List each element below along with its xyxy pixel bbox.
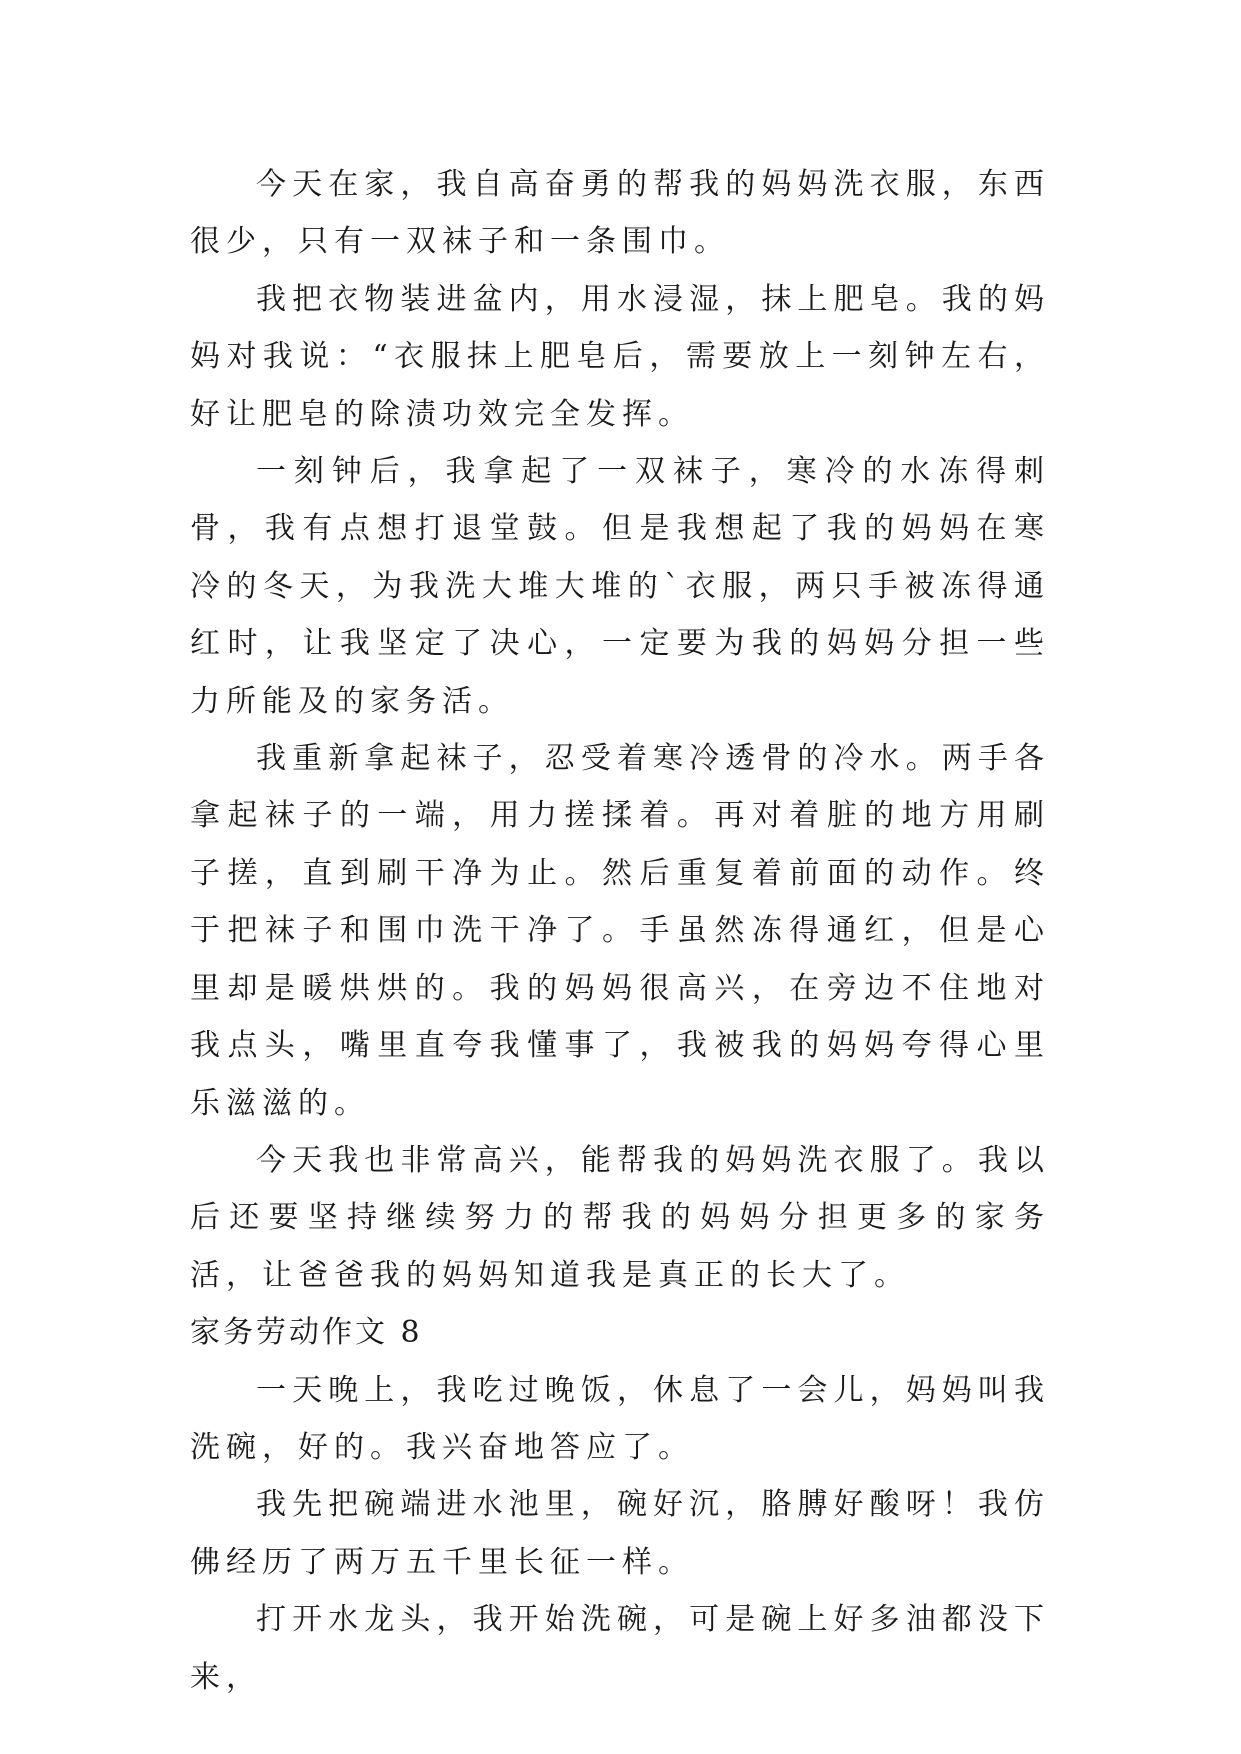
paragraph: 一刻钟后，我拿起了一双袜子，寒冷的水冻得刺骨，我有点想打退堂鼓。但是我想起了我的妈妈在寒冷的冬天，为我洗大堆大堆的`衣服，两只手被冻得通红时，让我坚定了决心，一定要为我的妈妈分担一些力所能及的家务活。 xyxy=(190,454,1050,719)
document-body xyxy=(190,156,1050,1706)
paragraph: 打开水龙头，我开始洗碗，可是碗上好多油都没下来， xyxy=(190,1602,1050,1695)
section-title: 家务劳动作文 8 xyxy=(190,1315,423,1351)
paragraph: 一天晚上，我吃过晚饭，休息了一会儿，妈妈叫我洗碗，好的。我兴奋地答应了。 xyxy=(190,1372,1050,1465)
paragraph: 我把衣物装进盆内，用水浸湿，抹上肥皂。我的妈妈对我说：“衣服抹上肥皂后，需要放上一刻钟左右，好让肥皂的除渍功效完全发挥。 xyxy=(190,281,1050,432)
paragraph: 今天在家，我自高奋勇的帮我的妈妈洗衣服，东西很少，只有一双袜子和一条围巾。 xyxy=(190,167,1050,260)
paragraph: 我重新拿起袜子，忍受着寒冷透骨的冷水。两手各拿起袜子的一端，用力搓揉着。再对着脏的地方用刷子搓，直到刷干净为止。然后重复着前面的动作。终于把袜子和围巾洗干净了。手虽然冻得通红，但是心里却是暖烘烘的。我的妈妈很高兴，在旁边不住地对我点头，嘴里直夸我懂事了，我被我的妈妈夸得心里乐滋滋的。 xyxy=(190,741,1050,1121)
paragraph: 我先把碗端进水池里，碗好沉，胳膊好酸呀！我仿佛经历了两万五千里长征一样。 xyxy=(190,1487,1050,1580)
paragraph: 今天我也非常高兴，能帮我的妈妈洗衣服了。我以后还要坚持继续努力的帮我的妈妈分担更多的家务活，让爸爸我的妈妈知道我是真正的长大了。 xyxy=(190,1142,1050,1293)
